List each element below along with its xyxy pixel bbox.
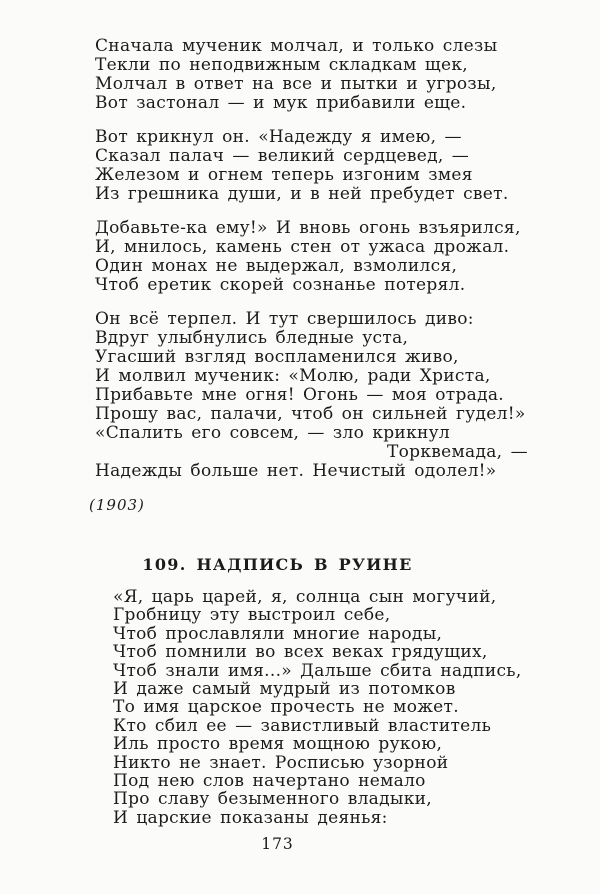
poem-line: И молвил мученик: «Молю, ради Христа,	[95, 366, 491, 386]
poem-line: Про славу безыменного владыки,	[113, 789, 432, 810]
poem-line: Надежды больше нет. Нечистый одолел!»	[95, 461, 497, 481]
poem-line: Сказал палач — великий сердцевед, —	[95, 146, 470, 166]
poem-line: Прошу вас, палачи, чтоб он сильней гудел!»	[95, 404, 526, 424]
poem-line: И царские показаны деянья:	[113, 807, 388, 828]
poem-line: Текли по неподвижным складкам щек,	[95, 55, 469, 75]
poem-line: Прибавьте мне огня! Огонь — моя отрада.	[95, 385, 504, 405]
poem-109	[113, 588, 600, 827]
stanza-3	[95, 219, 600, 295]
poem-line: Добавьте-ка ему!» И вновь огонь взъярился,	[95, 218, 521, 238]
poem-line: Чтоб еретик скорей сознанье потерял.	[95, 275, 466, 295]
poem-line: Вот застонал — и мук прибавили еще.	[95, 93, 467, 113]
poem-line: Чтоб прославляли многие народы,	[113, 623, 443, 644]
poem-line: Под нею слов начертано немало	[113, 771, 426, 792]
poem-line-continuation: Торквемада, —	[387, 442, 528, 462]
poem-line: Вот крикнул он. «Надежду я имею, —	[95, 127, 462, 147]
poem-line: Кто сбил ее — завистливый властитель	[113, 715, 492, 736]
poem-title: 109. НАДПИСЬ В РУИНЕ	[142, 555, 413, 574]
poem-date: (1903)	[89, 496, 145, 514]
poem-line: Гробницу эту выстроил себе,	[113, 605, 391, 626]
poem-line: Молчал в ответ на все и пытки и угрозы,	[95, 74, 497, 94]
poem-line: Чтоб помнили во всех веках грядущих,	[113, 642, 488, 663]
poem-line: И даже самый мудрый из потомков	[113, 679, 456, 700]
stanza-2	[95, 128, 600, 204]
poem-line: Железом и огнем теперь изгоним змея	[95, 165, 473, 185]
poem-line: Чтоб знали имя...» Дальше сбита надпись,	[113, 660, 522, 681]
poem-line: Никто не знает. Росписью узорной	[113, 752, 449, 773]
stanza-1	[95, 37, 600, 113]
page-number: 173	[261, 835, 294, 854]
poem-line: Он всё терпел. И тут свершилось диво:	[95, 309, 474, 329]
poem-line: «Спалить его совсем, — зло крикнул	[95, 423, 451, 443]
poem-line: Вдруг улыбнулись бледные уста,	[95, 328, 409, 348]
poem-line: Из грешника души, и в ней пребудет свет.	[95, 184, 509, 204]
poem-line: Угасший взгляд воспламенился живо,	[95, 347, 459, 367]
poem-line: Иль просто время мощною рукою,	[113, 734, 443, 755]
poem-line: И, мнилось, камень стен от ужаса дрожал.	[95, 237, 510, 257]
poem-line: То имя царское прочесть не может.	[113, 697, 459, 718]
poem-line: Один монах не выдержал, взмолился,	[95, 256, 458, 276]
poem-line: «Я, царь царей, я, солнца сын могучий,	[113, 587, 497, 607]
poem-untitled	[89, 36, 600, 515]
poem-line: Сначала мученик молчал, и только слезы	[95, 36, 498, 56]
stanza-4	[95, 310, 600, 481]
